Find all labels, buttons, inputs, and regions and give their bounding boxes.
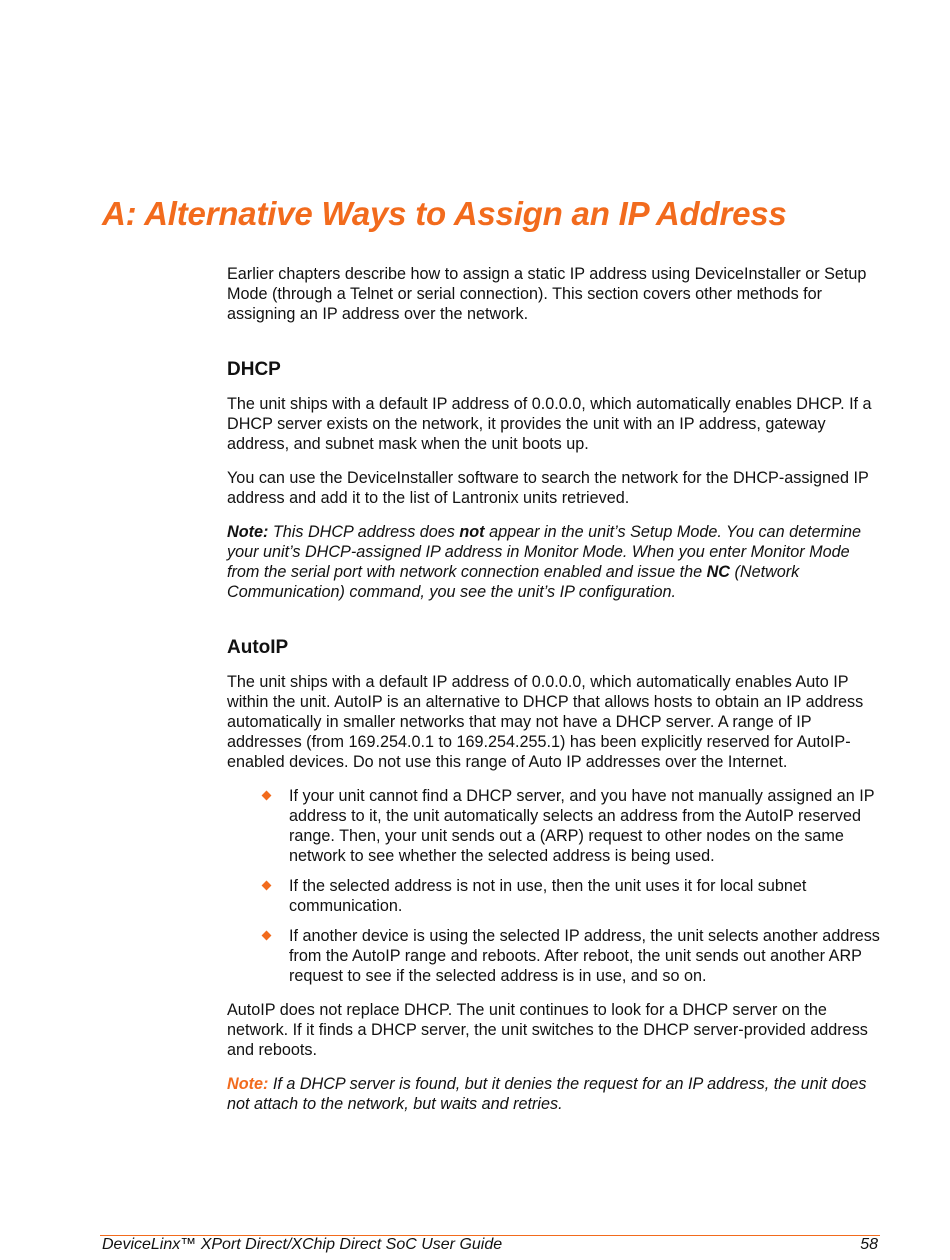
list-item <box>227 786 882 866</box>
diamond-bullet-icon <box>262 931 272 941</box>
list-item-text: If the selected address is not in use, then the unit uses it for local subnet communication. <box>289 877 807 915</box>
diamond-bullet-icon <box>262 881 272 891</box>
dhcp-note-text-3: (Network Communication) command, you see the unit’s IP configuration. <box>227 563 800 601</box>
autoip-note-label: Note: <box>227 1075 269 1093</box>
autoip-section <box>227 636 882 1114</box>
main-content <box>227 264 882 1128</box>
dhcp-note-command-nc: NC <box>706 563 730 581</box>
autoip-paragraph-2: AutoIP does not replace DHCP. The unit continues to look for a DHCP server on the network. If it finds a DHCP server, the unit switches to the DHCP server-provided address and reboots. <box>227 1001 868 1059</box>
dhcp-note-text-1: This DHCP address does <box>268 523 460 541</box>
diamond-bullet-icon <box>262 791 272 801</box>
page-title: A: Alternative Ways to Assign an IP Address <box>102 195 787 232</box>
footer-page-number: 58 <box>860 1236 878 1253</box>
autoip-heading: AutoIP <box>227 637 289 658</box>
list-item <box>227 876 882 916</box>
list-item-text: If your unit cannot find a DHCP server, and you have not manually assigned an IP address to it, the unit automatically selects an address from the AutoIP reserved range. Then, your unit sends out a (ARP) request to other nodes on the same network to see whether the selected address is being used. <box>289 787 875 865</box>
intro-paragraph: Earlier chapters describe how to assign a static IP address using DeviceInstaller or Setup Mode (through a Telnet or serial connection). This section covers other methods for assigning an IP address over the network. <box>227 265 867 323</box>
list-item-text: If another device is using the selected IP address, the unit selects another address from the AutoIP range and reboots. After reboot, the unit sends out another ARP request to see if the selected address is in use, and so on. <box>289 927 880 985</box>
list-item <box>227 926 882 986</box>
dhcp-note <box>227 522 882 602</box>
dhcp-note-text-2: appear in the unit’s Setup Mode. You can determine your unit’s DHCP-assigned IP address in Monitor Mode. When you enter Monitor Mode from the serial port with network connection enabled and issue the <box>227 523 862 581</box>
autoip-paragraph-1: The unit ships with a default IP address of 0.0.0.0, which automatically enables Auto IP within the unit. AutoIP is an alternative to DHCP that allows hosts to obtain an IP address automatically in smaller networks that may not have a DHCP server. A range of IP addresses (from 169.254.0.1 to 169.254.255.1) has been explicitly reserved for AutoIP-enabled devices. Do not use this range of Auto IP addresses over the Internet. <box>227 673 864 771</box>
dhcp-note-emphasis-not: not <box>459 523 485 541</box>
autoip-bullet-list <box>227 786 882 986</box>
dhcp-note-label: Note: <box>227 523 269 541</box>
footer-document-title: DeviceLinx™ XPort Direct/XChip Direct SoC User Guide <box>102 1236 503 1253</box>
dhcp-section <box>227 358 882 602</box>
dhcp-heading: DHCP <box>227 359 281 380</box>
autoip-note <box>227 1074 882 1114</box>
autoip-note-text: If a DHCP server is found, but it denies the request for an IP address, the unit does not attach to the network, but waits and retries. <box>227 1075 867 1113</box>
dhcp-paragraph-1: The unit ships with a default IP address of 0.0.0.0, which automatically enables DHCP. If a DHCP server exists on the network, it provides the unit with an IP address, gateway address, and subnet mask when the unit boots up. <box>227 395 872 453</box>
dhcp-paragraph-2: You can use the DeviceInstaller software to search the network for the DHCP-assigned IP address and add it to the list of Lantronix units retrieved. <box>227 469 869 507</box>
